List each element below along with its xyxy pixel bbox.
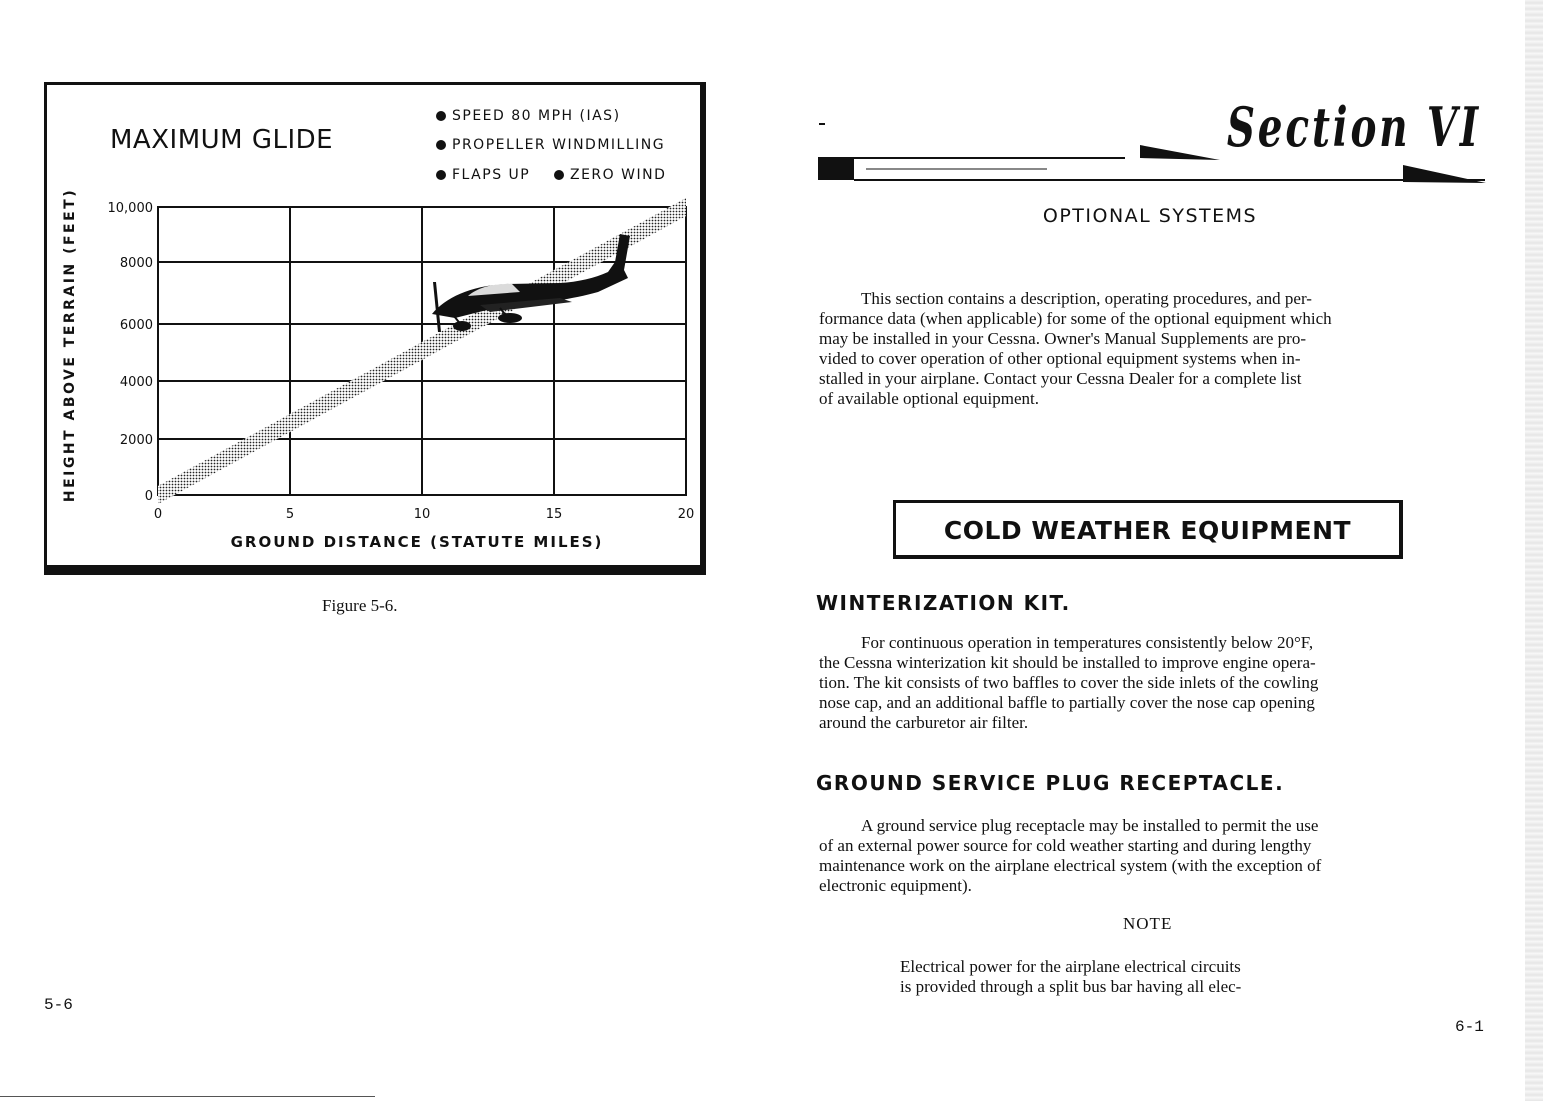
condition-speed: SPEED 80 MPH (IAS) [436,108,621,124]
cold-weather-box [893,500,1403,559]
y-tick-label: 2000 [119,433,153,448]
optional-systems-heading: OPTIONAL SYSTEMS [1042,205,1258,227]
header-arrow-upper [1140,145,1220,160]
scan-edge-shading [1525,0,1543,1101]
bottom-rule [0,1096,375,1097]
x-tick-label: 0 [153,507,163,522]
chart-title: MAXIMUM GLIDE [110,125,334,155]
condition-propeller: PROPELLER WINDMILLING [436,137,665,153]
figure-caption: Figure 5-6. [322,596,398,615]
page-number-right: 6-1 [1455,1018,1484,1036]
x-tick-label: 20 [677,507,695,522]
y-tick-label: 4000 [119,375,153,390]
cold-weather-title: COLD WEATHER EQUIPMENT [943,516,1352,545]
x-tick-label: 10 [413,507,431,522]
note-label: NOTE [1123,914,1173,933]
condition-flaps: FLAPS UP [436,167,530,183]
note-paragraph: Electrical power for the airplane electrical circuits is provided through a split bus bar having all elec- [900,957,1242,996]
y-tick-label: 10,000 [107,201,153,216]
ground-service-paragraph: A ground service plug receptacle may be installed to permit the use of an external power source for cold weather starting and during lengthy maintenance work on the airplane electrical system (with the exception of electronic equipment). [819,816,1322,895]
y-axis-label: HEIGHT ABOVE TERRAIN (FEET) [62,187,78,503]
condition-wind: ZERO WIND [554,167,666,183]
winterization-heading: WINTERIZATION KIT. [816,591,1071,615]
x-tick-label: 15 [545,507,563,522]
y-tick-label: 0 [144,489,153,504]
y-tick-label: 6000 [119,318,153,333]
x-tick-label: 5 [285,507,295,522]
page-number-left: 5-6 [44,996,73,1014]
header-rule-black-block [818,157,854,180]
intro-paragraph: This section contains a description, operating procedures, and per- formance data (when applicable) for some of the optional equipment which may be installed in your Cessna. Owner's Manual Supplements are pro- vided to cover operation of other optional equipment systems when in- stalled in your airplane. Contact your Cessna Dealer for a complete list of available optional equipment. [819,289,1332,408]
ground-service-heading: GROUND SERVICE PLUG RECEPTACLE. [816,771,1285,795]
winterization-paragraph: For continuous operation in temperatures consistently below 20°F, the Cessna winterization kit should be installed to improve engine opera- tion. The kit consists of two baffles to cover the side inlets of the cowling nose cap, and an additional baffle to partially cover the nose cap opening around the carburetor air filter. [819,633,1319,732]
section-title: Section VI [1226,95,1481,159]
airplane-main-wheel [498,313,522,323]
y-tick-label: 8000 [119,256,153,271]
x-axis-label: GROUND DISTANCE (STATUTE MILES) [230,533,604,551]
